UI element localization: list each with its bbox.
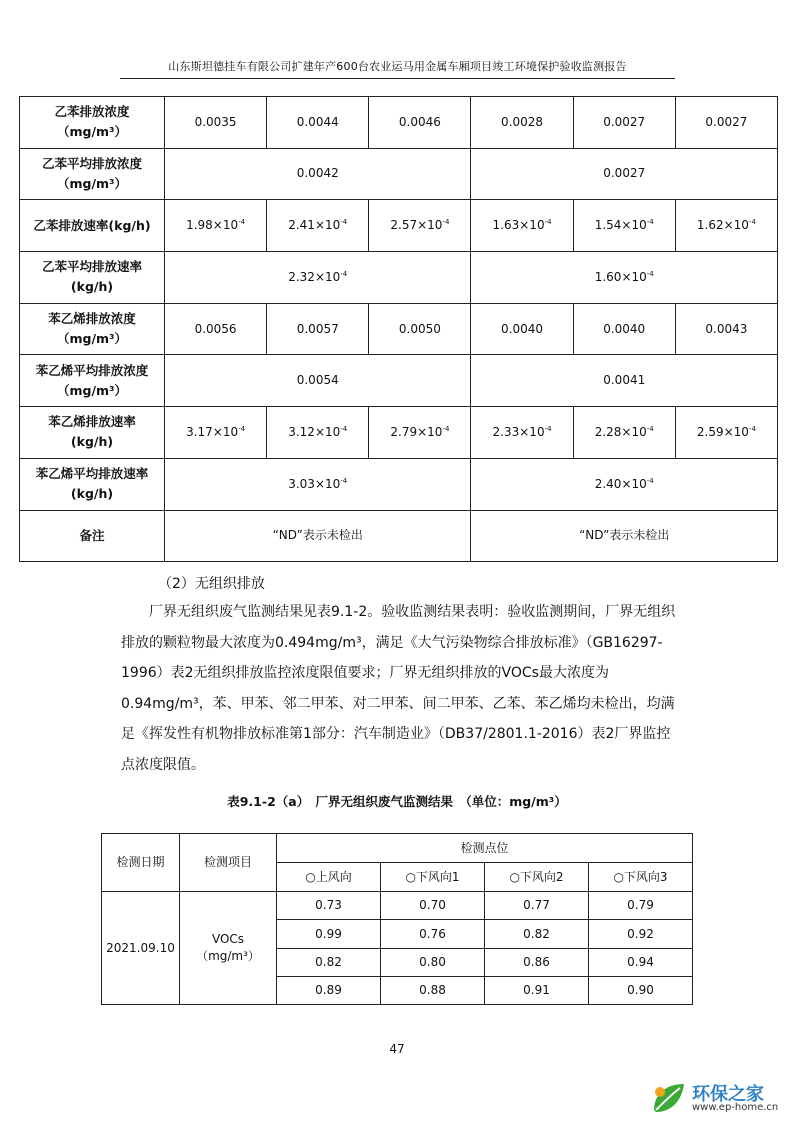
table-cell — [471, 97, 573, 149]
cell-value: 0.0042 — [296, 166, 339, 181]
row-label — [20, 510, 165, 562]
cell-value: 2.57×10 — [390, 218, 443, 233]
logo-text: 环保之家 — [692, 1084, 764, 1105]
table-cell: 0.76 — [381, 920, 485, 948]
table-avg-cell — [165, 510, 471, 562]
header-row — [102, 834, 693, 863]
cell-exponent: -4 — [442, 218, 450, 227]
section-heading: （2）无组织排放 — [158, 576, 265, 592]
table-row — [20, 510, 778, 562]
cell-exponent: -4 — [646, 424, 654, 433]
cell-value: 1.54×10 — [594, 218, 647, 233]
report-header: 山东斯坦德挂车有限公司扩建年产600台农业运马用金属车厢项目竣工环境保护验收监测报告 — [120, 58, 675, 79]
point-header: ○下风向3 — [589, 863, 693, 892]
row-label-text: 备注 — [79, 527, 105, 543]
row-label-unit: （mg/m³） — [56, 331, 128, 347]
cell-value: 2.79×10 — [390, 424, 443, 439]
cell-value: 0.0040 — [603, 321, 646, 336]
table-cell — [369, 303, 471, 355]
row-label — [20, 303, 165, 355]
table-cell: 0.91 — [485, 976, 589, 1004]
point-header: ○下风向2 — [485, 863, 589, 892]
table-cell: 0.73 — [277, 892, 381, 920]
table-avg-cell — [165, 355, 471, 407]
cell-exponent: -4 — [340, 218, 348, 227]
cell-exponent: -4 — [442, 424, 450, 433]
row-label-unit: (kg/h) — [70, 434, 114, 450]
table-cell — [267, 303, 369, 355]
cell-value: 0.0050 — [398, 321, 441, 336]
date-cell: 2021.09.10 — [102, 892, 180, 1005]
cell-value: 0.0027 — [603, 114, 646, 129]
table-cell: 0.88 — [381, 976, 485, 1004]
row-label-text: 乙苯排放速率(kg/h) — [33, 217, 151, 233]
item-unit: （mg/m³） — [196, 949, 260, 964]
table-cell: 0.90 — [589, 976, 693, 1004]
table-cell — [675, 303, 777, 355]
col-item-header: 检测项目 — [180, 834, 277, 892]
cell-value: 0.0056 — [194, 321, 237, 336]
table-cell — [675, 200, 777, 252]
col-date-header: 检测日期 — [102, 834, 180, 892]
cell-value: 0.0028 — [501, 114, 544, 129]
table-cell — [573, 97, 675, 149]
site-logo — [650, 1080, 794, 1118]
emission-table — [19, 96, 778, 562]
cell-exponent: -4 — [544, 424, 552, 433]
row-label-unit: （mg/m³） — [56, 176, 128, 192]
cell-exponent: -4 — [340, 424, 348, 433]
row-label-text: 乙苯平均排放速率 — [41, 259, 142, 275]
row-label-text: 苯乙烯平均排放浓度 — [35, 362, 149, 378]
logo-url: www.ep-home.cn — [692, 1102, 779, 1113]
table-avg-cell — [471, 458, 778, 510]
table-avg-cell — [165, 148, 471, 200]
cell-exponent: -4 — [748, 218, 756, 227]
cell-value: 2.41×10 — [288, 218, 341, 233]
row-label-unit: (kg/h) — [70, 486, 114, 502]
table-cell: 0.99 — [277, 920, 381, 948]
table-cell: 0.92 — [589, 920, 693, 948]
cell-exponent: -4 — [238, 424, 246, 433]
cell-value: 1.63×10 — [492, 218, 545, 233]
table-cell — [675, 97, 777, 149]
cell-value: 2.40×10 — [594, 476, 647, 491]
table-cell — [369, 407, 471, 459]
table-cell — [165, 407, 267, 459]
table-cell — [675, 407, 777, 459]
col-points-header: 检测点位 — [277, 834, 693, 863]
cell-value: 1.62×10 — [696, 218, 749, 233]
table-row — [20, 97, 778, 149]
table-cell — [267, 407, 369, 459]
table-cell — [165, 97, 267, 149]
cell-value: “ND”表示未检出 — [579, 528, 670, 543]
table-cell — [369, 97, 471, 149]
cell-value: 3.17×10 — [186, 424, 239, 439]
table-cell: 0.80 — [381, 948, 485, 976]
table-cell — [573, 200, 675, 252]
row-label-text: 苯乙烯排放浓度 — [48, 311, 136, 327]
table-avg-cell — [471, 252, 778, 304]
point-header: ○下风向1 — [381, 863, 485, 892]
table-cell — [573, 407, 675, 459]
table-cell — [471, 200, 573, 252]
point-header: ○上风向 — [277, 863, 381, 892]
table-cell: 0.86 — [485, 948, 589, 976]
row-label — [20, 200, 165, 252]
item-cell — [180, 892, 277, 1005]
cell-value: 1.98×10 — [186, 218, 239, 233]
table-cell — [267, 200, 369, 252]
row-label — [20, 148, 165, 200]
table-cell: 0.82 — [277, 948, 381, 976]
cell-exponent: -4 — [340, 269, 348, 278]
row-label-unit: (kg/h) — [70, 279, 114, 295]
table-avg-cell — [471, 355, 778, 407]
cell-value: 2.28×10 — [594, 424, 647, 439]
table-row — [20, 458, 778, 510]
table-avg-cell — [165, 252, 471, 304]
table-cell: 0.79 — [589, 892, 693, 920]
table-cell — [369, 200, 471, 252]
row-label-text: 苯乙烯排放速率 — [48, 414, 136, 430]
cell-exponent: -4 — [646, 476, 654, 485]
row-label — [20, 97, 165, 149]
cell-value: 0.0027 — [705, 114, 748, 129]
paragraph-text: 厂界无组织废气监测结果见表9.1-2。验收监测结果表明：验收监测期间，厂界无组织排放的颗粒物最大浓度为0.494mg/m³，满足《大气污染物综合排放标准》（GB16297-1996）表2无组织排放监控浓度限值要求；厂界无组织排放的VOCs最大浓度为0.94mg/m³，苯、甲苯、邻二甲苯、对二甲苯、间二甲苯、乙苯、苯乙烯均未检出，均满足《挥发性有机物排放标准第1部分：汽车制造业》（DB37/2801.1-2016）表2厂界监控点浓度限值。 — [121, 604, 676, 773]
table2-caption-text: 表9.1-2（a） 厂界无组织废气监测结果 （单位：mg/m³） — [227, 794, 567, 809]
cell-value: 0.0057 — [296, 321, 339, 336]
cell-exponent: -4 — [544, 218, 552, 227]
row-label — [20, 252, 165, 304]
row-label-text: 乙苯排放浓度 — [54, 104, 130, 120]
fugitive-table — [101, 833, 693, 1005]
cell-value: 0.0044 — [296, 114, 339, 129]
table-cell — [267, 97, 369, 149]
section-paragraph — [121, 597, 681, 780]
cell-exponent: -4 — [646, 269, 654, 278]
table-avg-cell — [471, 148, 778, 200]
cell-value: 0.0043 — [705, 321, 748, 336]
item-name: VOCs — [211, 932, 245, 947]
cell-value: 0.0041 — [603, 373, 646, 388]
table-cell: 0.77 — [485, 892, 589, 920]
cell-value: 0.0027 — [603, 166, 646, 181]
table-avg-cell — [471, 510, 778, 562]
table-cell — [573, 303, 675, 355]
cell-value: 2.59×10 — [696, 424, 749, 439]
table-cell — [471, 407, 573, 459]
page-number: 47 — [389, 1042, 405, 1056]
table2-caption — [0, 792, 794, 810]
cell-value: 0.0040 — [501, 321, 544, 336]
cell-value: 3.03×10 — [288, 476, 341, 491]
table-row — [20, 252, 778, 304]
cell-value: 1.60×10 — [594, 269, 647, 284]
row-label-unit: （mg/m³） — [56, 382, 128, 398]
cell-exponent: -4 — [238, 218, 246, 227]
row-label-text: 苯乙烯平均排放速率 — [35, 466, 149, 482]
table-cell: 0.82 — [485, 920, 589, 948]
cell-value: 0.0035 — [194, 114, 237, 129]
cell-exponent: -4 — [340, 476, 348, 485]
table-avg-cell — [165, 458, 471, 510]
cell-value: 2.33×10 — [492, 424, 545, 439]
row-label — [20, 458, 165, 510]
table-row — [20, 200, 778, 252]
table-cell: 0.70 — [381, 892, 485, 920]
cell-value: 0.0054 — [296, 373, 339, 388]
row-label-text: 乙苯平均排放浓度 — [41, 156, 142, 172]
cell-value: 3.12×10 — [288, 424, 341, 439]
row-label — [20, 355, 165, 407]
table-cell — [165, 303, 267, 355]
table-row — [20, 303, 778, 355]
table-row — [20, 355, 778, 407]
cell-exponent: -4 — [646, 218, 654, 227]
table-row — [102, 892, 693, 920]
row-label — [20, 407, 165, 459]
table-cell: 0.89 — [277, 976, 381, 1004]
table-row — [20, 407, 778, 459]
cell-value: 0.0046 — [398, 114, 441, 129]
table-cell — [471, 303, 573, 355]
table-cell: 0.94 — [589, 948, 693, 976]
cell-value: 2.32×10 — [288, 269, 341, 284]
cell-value: “ND”表示未检出 — [272, 528, 363, 543]
table-cell — [165, 200, 267, 252]
leaf-icon — [650, 1080, 688, 1116]
table-row — [20, 148, 778, 200]
cell-exponent: -4 — [748, 424, 756, 433]
row-label-unit: （mg/m³） — [56, 124, 128, 140]
